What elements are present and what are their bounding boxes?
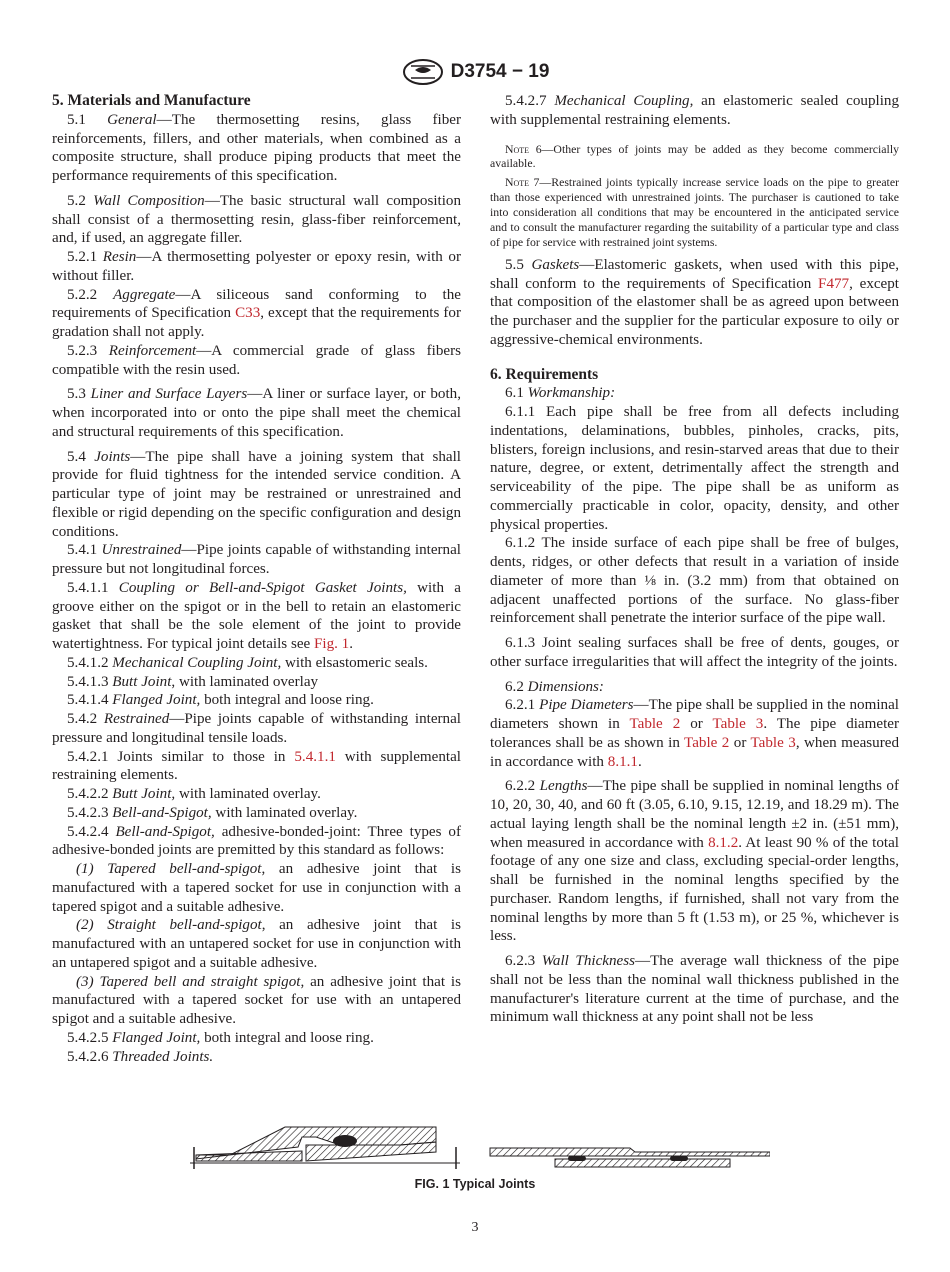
standard-designation: D3754 − 19 [450, 61, 550, 82]
link-table-2[interactable]: Table 2 [629, 716, 681, 733]
para-5-2: 5.2 Wall Composition—The basic structural wall composition shall consist of a thermosetting resin, glass-fiber reinforcement, and, if used, an aggregate filler. [52, 192, 462, 247]
list-item-1: (1) Tapered bell-and-spigot, an adhesive joint that is manufactured with a tapered socket for use in conjunction with a tapered spigot and a suitable adhesive. [52, 861, 461, 915]
bell-spigot-joint-drawing [190, 1127, 460, 1169]
para-5-4-2-7: 5.4.2.7 Mechanical Coupling, an elastomeric sealed coupling with supplemental restraining elements. [490, 93, 899, 128]
para-5-4-2-5: 5.4.2.5 Flanged Joint, both integral and loose ring. [67, 1029, 374, 1046]
coupling-joint-drawing [490, 1148, 770, 1167]
para-6-1: 6.1 Workmanship: [505, 385, 616, 402]
section-6-heading: 6. Requirements [490, 365, 599, 383]
link-table-3[interactable]: Table 3 [712, 716, 764, 733]
para-6-2: 6.2 Dimensions: [505, 678, 604, 695]
para-5-2-1: 5.2.1 Resin—A thermosetting polyester or epoxy resin, with or without filler. [52, 249, 461, 284]
link-f477[interactable]: F477 [818, 275, 850, 292]
right-column [490, 92, 899, 1027]
astm-logo-icon [401, 58, 445, 86]
figure-caption: FIG. 1 Typical Joints [414, 1177, 536, 1191]
para-5-4-2-2: 5.4.2.2 Butt Joint, with laminated overlay. [67, 786, 321, 802]
para-5-4-2-4: 5.4.2.4 Bell-and-Spigot, adhesive-bonded-joint: Three types of adhesive-bonded joints are premitted by this standard as follows: [52, 823, 462, 859]
para-6-2-2: 6.2.2 Lengths—The pipe shall be supplied in nominal lengths of 10, 20, 30, 40, and 60 ft (3.05, 6.10, 9.15, 12.19, and 18.29 m). The actual laying length shall be the nominal length ±2 in. (±51 mm), when measured in accordance with 8.1.2. At least 90 % of the total footage of any one size and class, excluding special-order lengths, shall be furnished in the nominal lengths specified by the purchaser. Random lengths, if furnished, shall not vary from the nominal lengths by more than 5 ft (1.53 m), or 25 %, whichever is less. [490, 778, 899, 945]
para-6-2-3: 6.2.3 Wall Thickness—The average wall thickness of the pipe shall not be less than the nominal wall thickness published in the manufacturer's literature current at the time of purchase, and the minimum wall thickness at any point shall not be less [490, 953, 899, 1026]
left-column [52, 92, 461, 1066]
para-6-1-2: 6.1.2 The inside surface of each pipe shall be free of bulges, dents, ridges, or other defects that result in a variation of inside diameter of more than ⅛ in. (3.2 mm) from that obtained on adjacent unaffected portions of the surface. No glass-fiber reinforcement shall penetrate the interior surface of the pipe wall. [490, 535, 899, 627]
note-7: Note 7—Restrained joints typically increase service loads on the pipe to greater than those experienced with unrestrained joints. The purchaser is cautioned to take into consideration all conditions that may be encountered in the anticipated service and to consult the manufacturer regarding the suitability of a particular type and class of pipe for service with restrained joint systems. [490, 175, 899, 249]
link-table-2[interactable]: Table 2 [684, 734, 730, 751]
para-5-4-2-3: 5.4.2.3 Bell-and-Spigot, with laminated overlay. [67, 804, 358, 821]
link-8-1-1[interactable]: 8.1.1 [607, 753, 638, 770]
para-5-2-2: 5.2.2 Aggregate—A siliceous sand conforming to the requirements of Specification C33, except that the requirements for gradation shall not apply. [52, 286, 461, 340]
para-5-4-1-2: 5.4.1.2 Mechanical Coupling Joint, with elsastomeric seals. [67, 654, 428, 671]
typical-joints-figure [190, 1115, 770, 1177]
para-6-1-3: 6.1.3 Joint sealing surfaces shall be free of dents, gouges, or other surface irregularities that will affect the integrity of the joints. [490, 635, 899, 670]
para-5-4-2: 5.4.2 Restrained—Pipe joints capable of withstanding internal pressure and longitudinal tensile loads. [52, 711, 461, 746]
para-5-4-1-4: 5.4.1.4 Flanged Joint, both integral and loose ring. [67, 692, 374, 709]
note-6: Note 6—Other types of joints may be added as they become commercially available. [490, 141, 899, 171]
para-5-4-1-3: 5.4.1.3 Butt Joint, with laminated overlay [67, 673, 319, 690]
list-item-3: (3) Tapered bell and straight spigot, an adhesive joint that is manufactured with a tapered socket for use with an untapered spigot and a suitable adhesive. [52, 973, 461, 1027]
link-5-4-1-1[interactable]: 5.4.1.1 [294, 748, 336, 765]
para-5-2-3: 5.2.3 Reinforcement—A commercial grade of glass fibers compatible with the resin used. [52, 342, 461, 378]
list-item-2: (2) Straight bell-and-spigot, an adhesive joint that is manufactured with an untapered socket for use in conjunction with an untapered spigot and a suitable adhesive. [52, 917, 461, 971]
link-table-3[interactable]: Table 3 [750, 734, 796, 751]
link-c33[interactable]: C33 [235, 305, 261, 322]
section-5-heading: 5. Materials and Manufacture [52, 92, 251, 109]
link-fig-1[interactable]: Fig. 1 [314, 636, 350, 652]
page-header [0, 58, 950, 86]
para-5-4-2-1: 5.4.2.1 Joints similar to those in 5.4.1.1 with supplemental restraining elements. [52, 748, 461, 784]
para-5-4: 5.4 Joints—The pipe shall have a joining system that shall provide for fluid tightness for the intended service condition. A particular type of joint may be restrained or unrestrained and flexible or rigid depending on the specific configuration and design conditions. [52, 448, 461, 540]
link-8-1-2[interactable]: 8.1.2 [708, 834, 739, 851]
para-6-1-1: 6.1.1 Each pipe shall be free from all defects including indentations, delaminations, bubbles, pinholes, cracks, pits, blisters, foreign inclusions, and resin-starved areas that due to their nature, degree, or extent, detrimentally affect the strength and serviceability of the pipe. The pipe shall be as uniform as commercially practicable in color, opacity, density, and other physical properties. [490, 404, 899, 533]
para-5-4-1: 5.4.1 Unrestrained—Pipe joints capable of withstanding internal pressure but not longitudinal forces. [52, 542, 461, 577]
para-5-4-1-1: 5.4.1.1 Coupling or Bell-and-Spigot Gasket Joints, with a groove either on the spigot or in the bell to retain an elastomeric gasket that shall be the sole element of the joint to provide watertightness. For typical joint details see Fig. 1. [52, 579, 461, 652]
page-number: 3 [471, 1220, 479, 1235]
para-5-5: 5.5 Gaskets—Elastomeric gaskets, when used with this pipe, shall conform to the requirements of Specification F477, except that composition of the elastomer shall be as agreed upon between the purchaser and the supplier for the particular exposure to oily or aggressive-chemical environments. [490, 256, 899, 348]
para-5-4-2-6: 5.4.2.6 Threaded Joints. [67, 1048, 214, 1065]
para-5-3: 5.3 Liner and Surface Layers—A liner or surface layer, or both, when incorporated into or onto the pipe shall meet the chemical and structural requirements of this specification. [52, 386, 461, 440]
para-6-2-1: 6.2.1 Pipe Diameters—The pipe shall be supplied in the nominal diameters shown in Table 2 or Table 3. The pipe diameter tolerances shall be as shown in Table 2 or Table 3, when measured in accordance with 8.1.1. [490, 697, 899, 770]
para-5-1: 5.1 General—The thermosetting resins, glass fiber reinforcements, fillers, and other materials, when combined as a composite structure, shall produce piping products that meet the performance requirements of this specification. [52, 111, 461, 184]
